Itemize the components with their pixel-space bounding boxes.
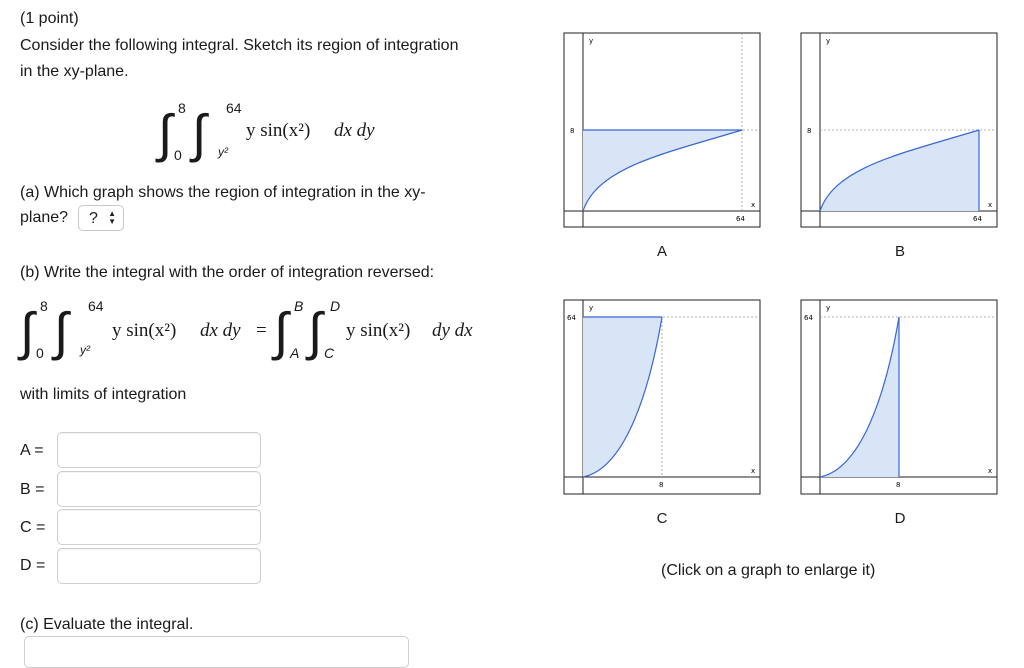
graph-b-y-label: y [826,37,831,45]
part-a-question-line2: plane? [20,209,69,226]
graph-b-x-tick: 64 [973,215,982,223]
graph-a-x-label: x [751,201,756,209]
prompt-text-line2: in the xy-plane. [20,63,129,80]
graph-a-caption: A [656,243,667,260]
graph-c[interactable] [563,299,761,495]
graph-c-y-label: y [589,304,594,312]
inner-upper-limit: 64 [226,100,242,116]
graph-a-x-tick: 64 [736,215,745,223]
lhs-outer-lower: 0 [36,345,44,361]
lhs-integral-sign-outer: ∫ [20,303,35,361]
lhs-inner-upper: 64 [88,298,104,314]
graph-c-x-label: x [751,467,756,475]
field-a-label: A = [20,442,44,459]
graph-d-caption: D [894,510,906,527]
rhs-outer-upper: B [294,298,304,314]
differentials: dx dy [334,120,375,141]
lhs-integral-sign-inner: ∫ [54,303,69,361]
prompt-text-line1: Consider the following integral. Sketch its region of integration [20,37,459,54]
graph-d-y-tick: 64 [804,314,813,322]
inner-lower-limit: y² [218,145,228,159]
graph-d-x-tick: 8 [896,481,901,489]
graph-choice-value: ? [89,210,98,227]
rhs-integral-sign-inner: ∫ [308,303,323,361]
graph-choice-select[interactable] [78,205,124,231]
field-b-input[interactable] [57,471,261,507]
integral-sign-inner: ∫ [192,105,207,163]
rhs-inner-lower: C [324,345,335,361]
field-a-input[interactable] [57,432,261,468]
graph-d[interactable] [800,299,998,495]
graph-b[interactable] [800,32,998,228]
equals-sign: = [256,320,267,341]
lhs-differentials: dx dy [200,320,241,341]
field-d-label: D = [20,557,46,574]
graph-b-caption: B [894,243,905,260]
part-a-question-line1: (a) Which graph shows the region of integration in the xy- [20,184,426,201]
rhs-inner-upper: D [330,298,341,314]
limits-text: with limits of integration [20,386,187,403]
part-b-question: (b) Write the integral with the order of integration reversed: [20,264,435,281]
graph-a[interactable] [563,32,761,228]
graph-d-y-label: y [826,304,831,312]
lhs-inner-lower: y² [80,343,90,357]
graph-c-y-tick: 64 [567,314,576,322]
lhs-outer-upper: 8 [40,298,48,314]
graph-c-caption: C [656,510,668,527]
field-b-label: B = [20,481,45,498]
graph-a-y-tick: 8 [570,127,575,135]
outer-upper-limit: 8 [178,100,186,116]
graph-d-x-label: x [988,467,993,475]
integral-display [150,98,410,168]
integrand: y sin(x²) [246,120,311,141]
select-arrows-icon: ▲ ▼ [108,209,116,226]
graph-b-x-label: x [988,201,993,209]
lhs-integrand: y sin(x²) [112,320,177,341]
click-hint: (Click on a graph to enlarge it) [661,562,876,579]
rhs-integrand: y sin(x²) [346,320,411,341]
field-c-input[interactable] [57,509,261,545]
rhs-differentials: dy dx [432,320,473,341]
points-label: (1 point) [20,10,79,27]
outer-lower-limit: 0 [174,147,182,163]
rhs-integral-sign-outer: ∫ [274,303,289,361]
graph-c-x-tick: 8 [659,481,664,489]
integral-sign-outer: ∫ [158,105,173,163]
rhs-outer-lower: A [290,345,300,361]
reversed-integral-equation [20,296,510,370]
field-c-label: C = [20,519,46,536]
graph-a-y-label: y [589,37,594,45]
graph-b-y-tick: 8 [807,127,812,135]
part-c-question: (c) Evaluate the integral. [20,616,194,633]
field-d-input[interactable] [57,548,261,584]
part-c-answer-input[interactable] [24,636,409,668]
